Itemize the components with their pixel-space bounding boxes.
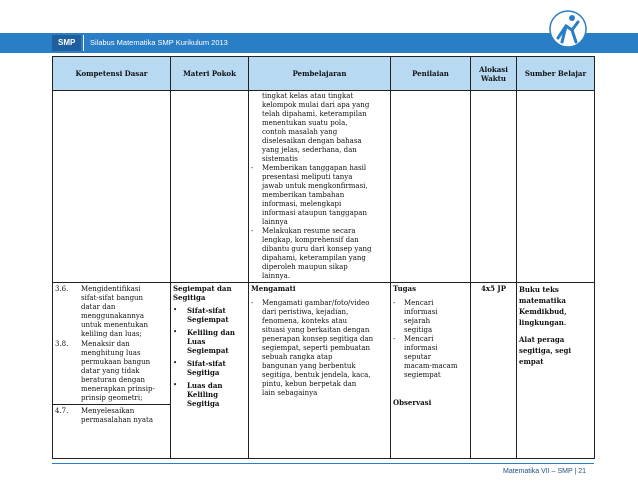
list-item: • Luas dan Keliling Segitiga	[173, 381, 223, 408]
column-header: Kompetensi Dasar	[53, 57, 171, 91]
materi-cell	[171, 91, 249, 283]
assessment-title: Tugas	[393, 284, 417, 293]
column-header: Alokasi Waktu	[471, 57, 517, 91]
source-text: Buku teks matematika Kemdikbud, lingkungan.	[519, 285, 567, 327]
column-header: Penilaian	[391, 57, 471, 91]
time-allocation: 4x5 JP	[481, 284, 506, 293]
text-line: tingkat kelas atau tingkat	[262, 92, 354, 100]
level-badge: SMP	[52, 35, 81, 51]
column-header: Sumber Belajar	[517, 57, 595, 91]
pembelajaran-cell	[249, 91, 391, 283]
list-item: - Memberikan tanggapan hasil presentasi meliputi tanya jawab untuk mengkonfirmasi, memberikan tambahan informasi, melengkapi informasi ataupun tanggapan lainnya	[251, 164, 368, 226]
list-item: - Mengamati gambar/foto/video dari peristiwa, kejadian, fenomena, konteks atau situasi yang berkaitan dengan penerapan konsep segitiga dan segiempat, seperti pembuatan sebuah rangka atap bangunan yang berbentuk segitiga, bentuk jendela, kaca, pintu, kebun berpetak dan lain sebagainya	[251, 299, 374, 397]
alokasi-cell	[471, 91, 517, 283]
text-line: telah dipahami, keterampilan	[262, 110, 367, 118]
text-line: sistematis	[262, 155, 298, 163]
sumber-cell	[517, 91, 595, 283]
alokasi-cell	[471, 283, 517, 459]
table-row	[53, 283, 595, 459]
list-item: • Sifat-sifat Segitiga	[173, 359, 226, 377]
source-text: Alat peraga segitiga, segi empat	[519, 335, 572, 366]
assessment-observasi: Observasi	[393, 398, 432, 407]
kd-item: 3.8. Menaksir dan menghitung luas permukaan bangun datar yang tidak beraturan dengan menerapkan prinsip- prinsip geometri;	[55, 340, 155, 402]
list-item: • Keliling dan Luas Segiempat	[173, 328, 235, 355]
materi-cell	[171, 283, 249, 459]
kd-divider	[53, 404, 170, 405]
table-row	[53, 91, 595, 283]
column-header: Pembelajaran	[249, 57, 391, 91]
activity-title: Mengamati	[251, 284, 296, 293]
text-line: diselesaikan dengan bahasa	[262, 137, 362, 145]
list-item: • Sifat-sifat Segiempat	[173, 306, 229, 324]
list-item: - Melakukan resume secara lengkap, komprehensif dan dibantu guru dari konsep yang dipahami, keterampilan yang diperoleh maupun sikap lainnya.	[251, 227, 372, 280]
column-header: Materi Pokok	[171, 57, 249, 91]
text-line: menentukan suatu pola,	[262, 119, 348, 127]
list-item: - Mencari informasi sejarah segitiga	[393, 299, 438, 334]
footer-divider	[52, 463, 594, 464]
kd-item: 3.6. Mengidentifikasi sifat-sifat bangun datar dan menggunakannya untuk menentukan keliling dan luas;	[55, 285, 148, 338]
table-header-row	[53, 57, 595, 91]
materi-title: Segiempat dan Segitiga	[173, 284, 232, 302]
text-line: contoh masalah yang	[262, 128, 338, 136]
document-title: Silabus Matematika SMP Kurikulum 2013	[90, 38, 228, 47]
kd-cell	[53, 283, 171, 459]
text-line: yang jelas, sederhana, dan	[262, 146, 357, 154]
kd-cell	[53, 91, 171, 283]
list-item: - Mencari informasi seputar macam-macam segiempat	[393, 335, 458, 379]
pembelajaran-cell	[249, 283, 391, 459]
page-footer: Matematika VII – SMP | 21	[502, 468, 586, 475]
penilaian-cell	[391, 91, 471, 283]
text-line: kelompok mulai dari apa yang	[262, 101, 370, 109]
penilaian-cell	[391, 283, 471, 459]
kd-item: 4.7. Menyelesaikan permasalahan nyata	[55, 407, 153, 424]
header-bar	[0, 0, 638, 56]
sumber-cell	[517, 283, 595, 459]
ministry-logo-icon	[548, 8, 588, 50]
header-separator	[83, 35, 84, 51]
syllabus-table	[52, 56, 595, 459]
